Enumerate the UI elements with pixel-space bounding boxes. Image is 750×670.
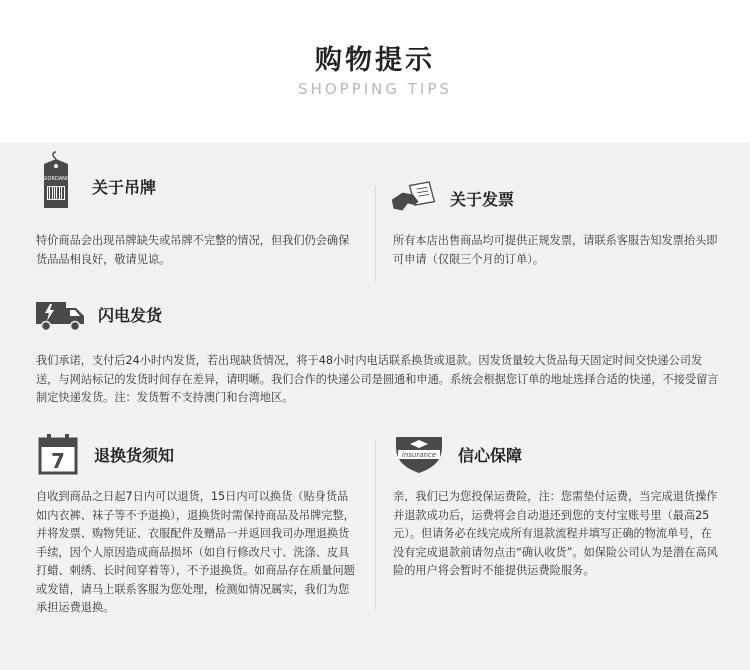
hang-tag-icon (32, 164, 80, 208)
insurance-section-text: 亲，我们已为您投保运费险，注：您需垫付运费，当完成退货操作并退款成功后，运费将会自动退还到您的支付宝账号里（最高25元）。但请务必在线完成所有退款流程并填写正确的物流单号，在没有完成退款前请勿点击“确认收货”。如保险公司认为是潜在高风险的用户将会暂时不能提供运费险服务。 (393, 490, 718, 577)
calendar-day-text: 7 (51, 449, 65, 473)
tag-section-text: 特价商品会出现吊牌缺失或吊牌不完整的情况，但我们仍会确保货品品相良好，敬请见谅。 (36, 234, 350, 266)
tag-section-title: 关于吊牌 (92, 177, 157, 197)
divider-top (375, 186, 376, 282)
page-title: 购物提示 (315, 45, 435, 76)
hand-receipt-icon (390, 176, 438, 220)
returns-section-heading (34, 432, 174, 476)
invoice-section-title: 关于发票 (450, 189, 515, 209)
invoice-section-text: 所有本店出售商品均可提供正规发票，请联系客服告知发票抬头即可申请（仅限三个月的订单）。 (393, 234, 718, 266)
insurance-badge-icon (392, 432, 446, 476)
insurance-section-title: 信心保障 (458, 445, 523, 465)
invoice-section-heading (390, 176, 514, 220)
shipping-section-heading (34, 292, 162, 336)
insurance-section-heading (392, 432, 522, 476)
returns-section-title: 退换货须知 (94, 445, 175, 465)
insurance-badge-text: insurance (401, 451, 437, 459)
hang-tag-brand-text: GIORDANO (42, 176, 70, 182)
tag-section-heading (32, 164, 156, 208)
returns-section-text: 自收到商品之日起7日内可以退货，15日内可以换货（贴身货品如内衣裤、袜子等不予退换），退换货时需保持商品及吊牌完整，并将发票、购物凭证、衣服配件及赠品一并返回我司办理退换货手续，因个人原因造成商品损坏（如自行修改尺寸、洗涤、皮具打蜡、刺绣、长时间穿着等），不予退换货。如商品存在质量问题或发错，请马上联系客服为您处理，检测如情况属实，我们为您承担运费退换。 (36, 490, 355, 614)
calendar-7-icon (34, 432, 82, 476)
tips-panel (0, 142, 750, 670)
delivery-truck-icon (34, 292, 86, 336)
shipping-section-title: 闪电发货 (98, 305, 163, 325)
divider-bottom (375, 440, 376, 610)
shipping-section-text: 我们承诺，支付后24小时内发货，若出现缺货情况，将于48小时内电话联系换货或退款。因发货量较大货品每天固定时间交快递公司发送，与网站标记的发货时间存在差异，请明晰。我们合作的快递公司是圆通和申通。系统会根据您订单的地址选择合适的快递，不接受留言制定快递发货。注：发货暂不支持澳门和台湾地区。 (36, 354, 719, 404)
page-subtitle: SHOPPING TIPS (298, 80, 452, 98)
